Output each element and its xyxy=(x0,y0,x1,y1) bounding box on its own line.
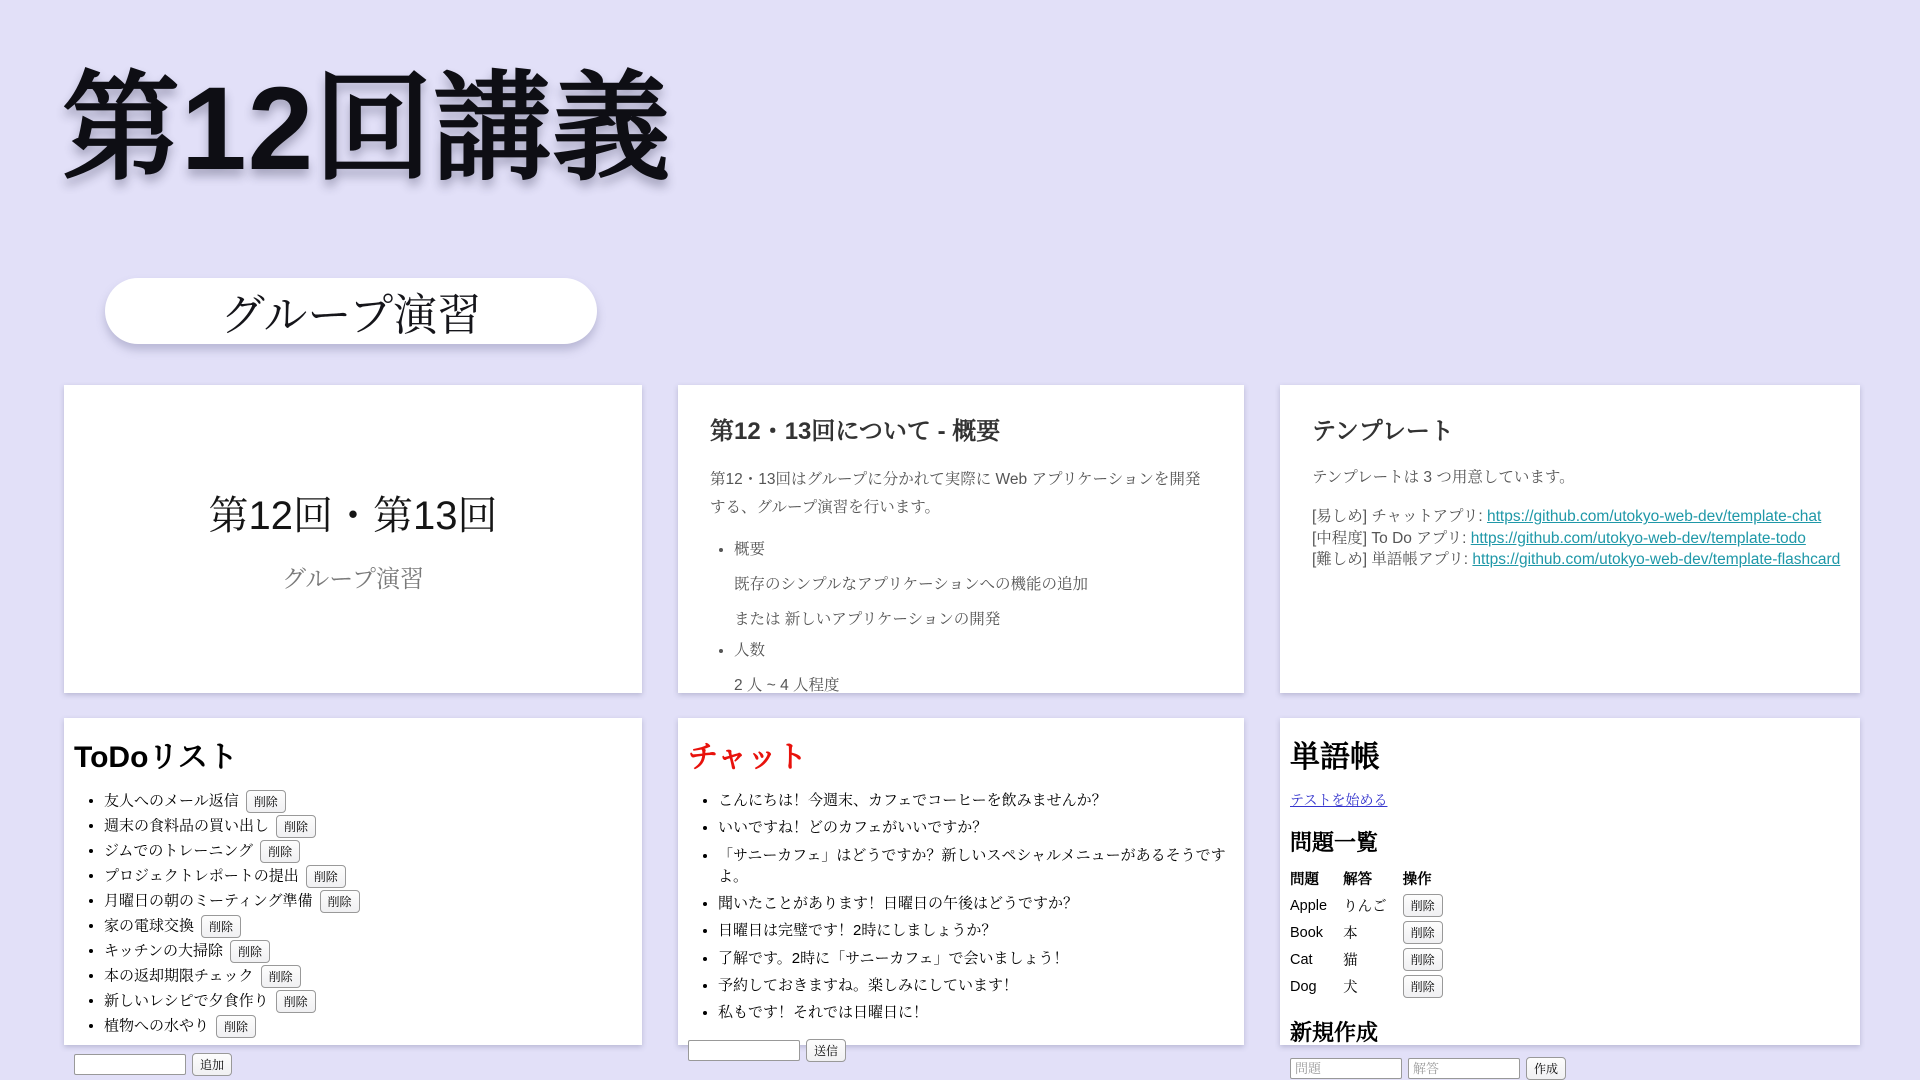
start-test-link[interactable]: テストを始める xyxy=(1290,792,1388,808)
flashcard-header-row xyxy=(1290,865,1459,892)
todo-item xyxy=(104,840,632,863)
todo-item-text: 友人へのメール返信 xyxy=(104,792,239,810)
template-line-chat-label: [易しめ] チャットアプリ: xyxy=(1312,508,1487,526)
flashcard-delete-button[interactable]: 削除 xyxy=(1403,921,1443,944)
chat-message: • 予約しておきますね。楽しみにしています！ xyxy=(718,975,1234,996)
chat-send-button[interactable]: 送信 xyxy=(806,1039,846,1062)
card-todo-app xyxy=(64,718,642,1072)
group-exercise-badge xyxy=(105,278,597,344)
todo-delete-button[interactable]: 削除 xyxy=(320,890,360,913)
todo-delete-button[interactable]: 削除 xyxy=(201,915,241,938)
chat-message: • 日曜日は完璧です！2時にしましょうか？ xyxy=(718,920,1234,941)
create-heading: 新規作成 xyxy=(1290,1020,1379,1045)
actions-column-header: 操作 xyxy=(1402,872,1432,888)
todo-item xyxy=(104,890,632,913)
templates-slide-title: テンプレート xyxy=(1312,418,1454,445)
question-cell: Cat xyxy=(1290,951,1313,968)
todo-item-text: 本の返却期限チェック xyxy=(104,967,254,985)
flashcard-delete-button[interactable]: 削除 xyxy=(1403,948,1443,971)
flashcard-table xyxy=(1290,865,1459,1000)
overview-bullet-detail: 既存のシンプルなアプリケーションへの機能の追加 xyxy=(734,575,1088,593)
flashcard-delete-button[interactable]: 削除 xyxy=(1403,894,1443,917)
todo-add-button[interactable]: 追加 xyxy=(192,1053,232,1076)
chat-input[interactable] xyxy=(688,1040,800,1061)
overview-bullet xyxy=(734,536,1212,634)
todo-delete-button[interactable]: 削除 xyxy=(261,965,301,988)
overview-intro-text: 第12・13回はグループに分かれて実際に Web アプリケーションを開発する、グループ演習を行います。 xyxy=(710,471,1201,516)
answer-cell: りんご xyxy=(1343,899,1387,915)
chat-message-list xyxy=(688,790,1234,1024)
flashcard-title: 単語帳 xyxy=(1290,741,1380,774)
template-link-chat[interactable]: https://github.com/utokyo-web-dev/template-chat xyxy=(1486,508,1822,526)
todo-item-text: プロジェクトレポートの提出 xyxy=(104,867,299,885)
todo-item xyxy=(104,965,632,988)
chat-title: チャット xyxy=(688,741,808,774)
todo-delete-button[interactable]: 削除 xyxy=(216,1015,256,1038)
flashcard-row xyxy=(1290,946,1459,973)
template-link-todo[interactable]: https://github.com/utokyo-web-dev/template-todo xyxy=(1470,529,1806,547)
todo-delete-button[interactable]: 削除 xyxy=(276,990,316,1013)
template-link-flashcard[interactable]: https://github.com/utokyo-web-dev/template-flashcard xyxy=(1472,551,1841,568)
todo-delete-button[interactable]: 削除 xyxy=(306,865,346,888)
chat-message: • 了解です。2時に「サニーカフェ」で会いましょう！ xyxy=(718,948,1234,969)
overview-slide-title: 第12・13回について - 概要 xyxy=(710,418,1001,445)
todo-item xyxy=(104,865,632,888)
flashcard-row xyxy=(1290,892,1459,919)
card-templates-slide xyxy=(1280,385,1860,693)
actions-cell xyxy=(1403,919,1459,946)
flashcard-delete-button[interactable]: 削除 xyxy=(1403,975,1443,998)
question-cell: Dog xyxy=(1290,978,1317,995)
template-line-todo-label: [中程度] To Do アプリ: xyxy=(1312,529,1471,547)
todo-item-text: 週末の食料品の買い出し xyxy=(104,817,270,835)
template-line-flashcard xyxy=(1312,549,1841,570)
todo-item xyxy=(104,940,632,963)
todo-input[interactable] xyxy=(74,1054,186,1075)
todo-item xyxy=(104,915,632,938)
intro-slide-title: 第12回・第13回 xyxy=(208,494,498,538)
question-list-heading: 問題一覧 xyxy=(1290,830,1379,855)
overview-bullet-detail: または 新しいアプリケーションの開発 xyxy=(734,610,1001,628)
actions-cell xyxy=(1403,892,1459,919)
question-cell: Book xyxy=(1290,924,1324,941)
chat-send-row xyxy=(688,1039,1234,1062)
todo-add-row xyxy=(74,1053,632,1076)
chat-message: • 私もです！それでは日曜日に！ xyxy=(718,1002,1234,1023)
answer-cell: 猫 xyxy=(1343,953,1358,969)
todo-item xyxy=(104,815,632,838)
question-cell: Apple xyxy=(1290,897,1328,914)
card-grid xyxy=(64,385,1860,1076)
group-exercise-badge-label: グループ演習 xyxy=(220,291,482,340)
flashcard-row xyxy=(1290,919,1459,946)
template-line-chat xyxy=(1312,506,1828,527)
todo-item xyxy=(104,990,632,1013)
overview-bullet xyxy=(734,637,1212,700)
chat-message: • こんにちは！今週末、カフェでコーヒーを飲みませんか？ xyxy=(718,790,1234,811)
todo-delete-button[interactable]: 削除 xyxy=(260,840,300,863)
templates-intro-text: テンプレートは 3 つ用意しています。 xyxy=(1312,469,1575,486)
todo-delete-button[interactable]: 削除 xyxy=(276,815,316,838)
overview-bullet-label: 概要 xyxy=(734,540,766,558)
template-line-flashcard-label: [難しめ] 単語帳アプリ: xyxy=(1312,551,1473,568)
todo-title: ToDoリスト xyxy=(74,741,238,774)
todo-item xyxy=(104,1015,632,1038)
question-column-header: 問題 xyxy=(1290,872,1319,888)
overview-bullet-label: 人数 xyxy=(734,642,766,660)
chat-message: • 聞いたことがあります！日曜日の午後はどうですか？ xyxy=(718,893,1234,914)
chat-message: • いいですね！どのカフェがいいですか？ xyxy=(718,817,1234,838)
todo-item-text: ジムでのトレーニング xyxy=(104,842,254,860)
todo-item-text: 家の電球交換 xyxy=(104,917,195,935)
overview-bullet-detail: 2 人 ~ 4 人程度 xyxy=(734,677,840,695)
chat-message: • 「サニーカフェ」はどうですか？新しいスペシャルメニューがあるそうですよ。 xyxy=(718,845,1234,888)
create-row xyxy=(1290,1057,1850,1080)
todo-item-text: 植物への水やり xyxy=(104,1017,210,1035)
template-line-todo xyxy=(1312,528,1828,549)
todo-delete-button[interactable]: 削除 xyxy=(246,790,286,813)
card-chat-app xyxy=(678,718,1244,1058)
todo-item-text: 新しいレシピで夕食作り xyxy=(104,992,269,1010)
todo-item-text: キッチンの大掃除 xyxy=(104,942,223,960)
answer-column-header: 解答 xyxy=(1343,872,1373,888)
card-intro-slide xyxy=(64,385,642,693)
todo-item-text: 月曜日の朝のミーティング準備 xyxy=(104,892,313,910)
card-flashcard-app xyxy=(1280,718,1860,1076)
card-overview-slide xyxy=(678,385,1244,693)
answer-cell: 本 xyxy=(1343,926,1358,942)
flashcard-row xyxy=(1290,973,1459,1000)
intro-slide-subtitle: グループ演習 xyxy=(281,566,425,593)
todo-item xyxy=(104,790,632,813)
page-title: 第12回講義 xyxy=(62,63,672,195)
todo-delete-button[interactable]: 削除 xyxy=(230,940,270,963)
question-input[interactable] xyxy=(1290,1058,1402,1079)
answer-cell: 犬 xyxy=(1343,980,1358,996)
actions-cell xyxy=(1403,973,1459,1000)
actions-cell xyxy=(1403,946,1459,973)
overview-list xyxy=(710,536,1212,700)
create-button[interactable]: 作成 xyxy=(1526,1057,1566,1080)
todo-list xyxy=(74,790,632,1038)
answer-input[interactable] xyxy=(1408,1058,1520,1079)
